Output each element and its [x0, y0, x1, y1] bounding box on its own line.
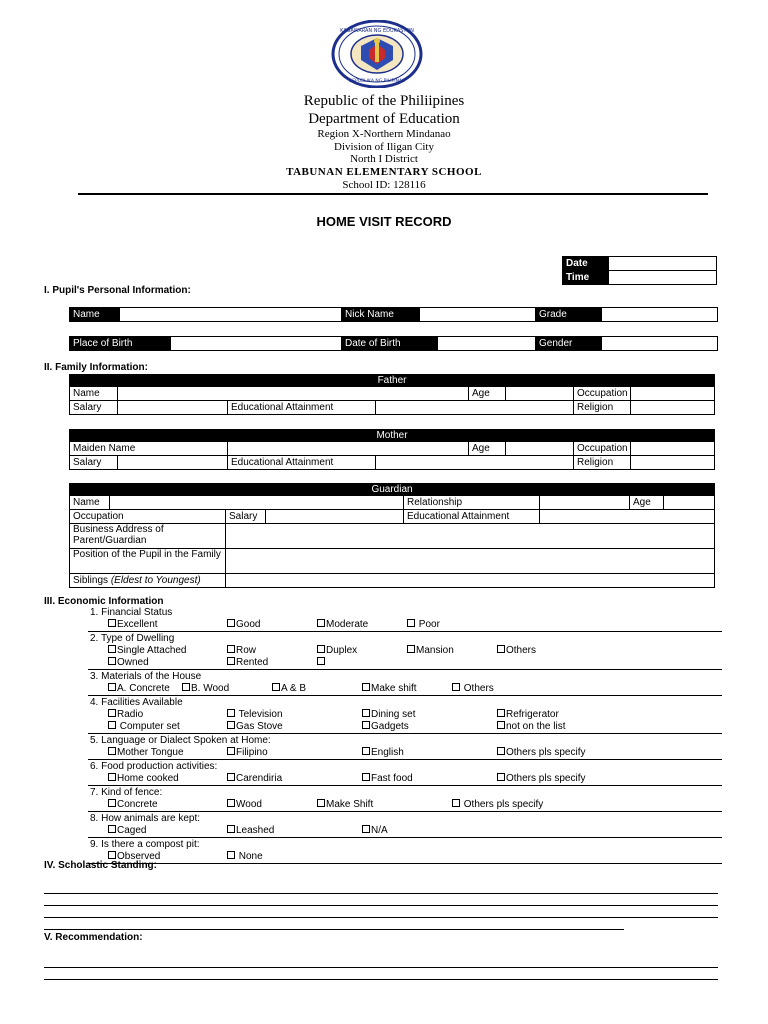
- divider: [88, 863, 722, 864]
- mother-edu-label: Educational Attainment: [228, 456, 376, 470]
- gender-label: Gender: [536, 337, 602, 351]
- deped-seal: [331, 20, 423, 88]
- divider: [88, 837, 722, 838]
- q6-label: 6. Food production activities:: [90, 761, 218, 772]
- checkbox-icon: [452, 799, 460, 807]
- checkbox-icon: [227, 645, 235, 653]
- guardian-age-field[interactable]: [664, 496, 715, 510]
- siblings-label: [70, 574, 226, 588]
- q5-label: 5. Language or Dialect Spoken at Home:: [90, 735, 271, 746]
- q7-label: 7. Kind of fence:: [90, 787, 163, 798]
- divider: [88, 811, 722, 812]
- section-family-heading: II. Family Information:: [44, 362, 148, 373]
- q1-opt-4[interactable]: Poor: [407, 619, 440, 631]
- q7-opt-2[interactable]: Wood: [227, 799, 262, 811]
- checkbox-icon: [497, 721, 505, 729]
- q5-options: [88, 747, 722, 759]
- divider: [88, 695, 722, 696]
- checkbox-icon: [227, 709, 235, 717]
- q4-options-1: [88, 709, 722, 721]
- mother-occupation-field[interactable]: [631, 442, 715, 456]
- header-republic: Republic of the Philiipines: [303, 93, 465, 109]
- q7-options: [88, 799, 722, 811]
- q5-opt-2[interactable]: Filipino: [227, 747, 268, 759]
- time-field[interactable]: [609, 271, 717, 285]
- header-department: Department of Education: [308, 111, 460, 127]
- time-label: Time: [563, 271, 609, 285]
- birthplace-field[interactable]: [171, 337, 342, 351]
- pupil-name-row: [69, 307, 718, 322]
- section-recommendation-heading: V. Recommendation:: [44, 932, 143, 943]
- guardian-table: [69, 483, 715, 588]
- siblings-field[interactable]: [226, 574, 715, 588]
- checkbox-icon: [497, 747, 505, 755]
- checkbox-icon: [227, 799, 235, 807]
- mother-table: [69, 429, 715, 470]
- father-name-field[interactable]: [118, 387, 469, 401]
- checkbox-icon: [108, 799, 116, 807]
- scholastic-line-1[interactable]: [44, 893, 718, 894]
- pupil-birth-row: [69, 336, 718, 351]
- q9-opt-1[interactable]: Observed: [108, 851, 160, 863]
- checkbox-icon: [362, 683, 370, 691]
- mother-name-label: Maiden Name: [70, 442, 228, 456]
- section-economic-heading: III. Economic Information: [44, 596, 164, 607]
- checkbox-icon: [108, 683, 116, 691]
- father-salary-label: Salary: [70, 401, 118, 415]
- name-label: Name: [70, 308, 120, 322]
- divider: [88, 631, 722, 632]
- q3-opt-5[interactable]: Others: [452, 683, 494, 695]
- checkbox-icon: [317, 657, 325, 665]
- header-school-id: School ID: 128116: [342, 179, 426, 191]
- q4-opt-4[interactable]: Refrigerator: [497, 709, 559, 721]
- q4-opt-1[interactable]: Radio: [108, 709, 143, 721]
- q5-opt-1[interactable]: Mother Tongue: [108, 747, 184, 759]
- q1-opt-1[interactable]: Excellent: [108, 619, 158, 631]
- recommendation-line-1[interactable]: [44, 967, 718, 968]
- q4-options-2: [88, 721, 722, 733]
- q2-label: 2. Type of Dwelling: [90, 633, 175, 644]
- q4-opt-3[interactable]: Dining set: [362, 709, 415, 721]
- checkbox-icon: [108, 747, 116, 755]
- nickname-label: Nick Name: [342, 308, 420, 322]
- q9-opt-2[interactable]: None: [227, 851, 263, 863]
- guardian-name-label: Name: [70, 496, 110, 510]
- father-religion-label: Religion: [574, 401, 631, 415]
- mother-age-label: Age: [469, 442, 506, 456]
- q8-label: 8. How animals are kept:: [90, 813, 201, 824]
- scholastic-line-2[interactable]: [44, 905, 718, 906]
- q3-opt-4[interactable]: Make shift: [362, 683, 417, 695]
- q3-opt-3[interactable]: A & B: [272, 683, 306, 695]
- father-occupation-field[interactable]: [631, 387, 715, 401]
- father-age-label: Age: [469, 387, 506, 401]
- mother-edu-field[interactable]: [376, 456, 574, 470]
- checkbox-icon: [407, 645, 415, 653]
- q4-opt-2[interactable]: Television: [227, 709, 283, 721]
- divider: [88, 785, 722, 786]
- form-title: HOME VISIT RECORD: [316, 214, 452, 229]
- checkbox-icon: [227, 825, 235, 833]
- guardian-edu-field[interactable]: [540, 510, 715, 524]
- q7-opt-4[interactable]: Others pls specify: [452, 799, 543, 811]
- checkbox-icon: [108, 825, 116, 833]
- father-occupation-label: Occupation: [574, 387, 631, 401]
- q2-opt-2[interactable]: Row: [227, 645, 256, 657]
- q1-options: [88, 619, 722, 631]
- mother-occupation-label: Occupation: [574, 442, 631, 456]
- q2-options-1: [88, 645, 722, 657]
- grade-field[interactable]: [602, 308, 718, 322]
- mother-religion-field[interactable]: [631, 456, 715, 470]
- grade-label: Grade: [536, 308, 602, 322]
- father-edu-field[interactable]: [376, 401, 574, 415]
- q2-opt-1[interactable]: Single Attached: [108, 645, 187, 657]
- divider: [88, 733, 722, 734]
- q4-opt-7[interactable]: Gadgets: [362, 721, 409, 733]
- q8-opt-3[interactable]: N/A: [362, 825, 388, 837]
- mother-name-field[interactable]: [228, 442, 469, 456]
- siblings-note: (Eldest to Youngest): [110, 574, 201, 586]
- header-district: North I District: [350, 153, 418, 165]
- mother-age-field[interactable]: [506, 442, 574, 456]
- q6-opt-4[interactable]: Others pls specify: [497, 773, 585, 785]
- checkbox-icon: [317, 619, 325, 627]
- checkbox-icon: [108, 721, 116, 729]
- mother-band: Mother: [70, 430, 715, 442]
- checkbox-icon: [362, 825, 370, 833]
- checkbox-icon: [317, 645, 325, 653]
- header-school: TABUNAN ELEMENTARY SCHOOL: [286, 166, 482, 178]
- checkbox-icon: [362, 773, 370, 781]
- q3-label: 3. Materials of the House: [90, 671, 202, 682]
- q1-label: 1. Financial Status: [90, 607, 173, 618]
- name-field[interactable]: [120, 308, 342, 322]
- checkbox-icon: [108, 709, 116, 717]
- guardian-relationship-label: Relationship: [404, 496, 540, 510]
- guardian-age-label: Age: [630, 496, 664, 510]
- q2-opt-owned[interactable]: Owned: [108, 657, 149, 669]
- divider: [88, 669, 722, 670]
- q3-options: [88, 683, 722, 695]
- letterhead: [184, 93, 584, 191]
- checkbox-icon: [497, 709, 505, 717]
- svg-text:REPUBLIKA NG PILIPINAS: REPUBLIKA NG PILIPINAS: [349, 79, 405, 84]
- header-divider: [78, 193, 708, 195]
- scholastic-line-4[interactable]: [44, 929, 624, 930]
- q2-opt-rented[interactable]: Rented: [227, 657, 268, 669]
- mother-salary-label: Salary: [70, 456, 118, 470]
- section-personal-heading: I. Pupil's Personal Information:: [44, 285, 191, 296]
- guardian-business-label: Business Address of Parent/Guardian: [70, 524, 226, 549]
- checkbox-icon: [362, 721, 370, 729]
- q6-opt-1[interactable]: Home cooked: [108, 773, 179, 785]
- checkbox-icon: [108, 851, 116, 859]
- checkbox-icon: [362, 709, 370, 717]
- checkbox-icon: [227, 747, 235, 755]
- svg-text:KAGAWARAN NG EDUKASYON: KAGAWARAN NG EDUKASYON: [340, 28, 414, 34]
- date-field[interactable]: [609, 257, 717, 271]
- guardian-business-field[interactable]: [226, 524, 715, 549]
- mother-salary-field[interactable]: [118, 456, 228, 470]
- q2-opt-blank[interactable]: [317, 657, 326, 669]
- father-band: Father: [70, 375, 715, 387]
- divider: [88, 759, 722, 760]
- checkbox-icon: [227, 721, 235, 729]
- q2-opt-4[interactable]: Mansion: [407, 645, 454, 657]
- checkbox-icon: [272, 683, 280, 691]
- q2-options-2: [88, 657, 722, 669]
- q6-options: [88, 773, 722, 785]
- economic-list: [88, 607, 722, 865]
- q3-opt-2[interactable]: B. Wood: [182, 683, 229, 695]
- header-region: Region X-Northern Mindanao: [317, 128, 451, 140]
- checkbox-icon: [452, 683, 460, 691]
- pupil-position-field[interactable]: [226, 549, 715, 574]
- checkbox-icon: [497, 773, 505, 781]
- mother-religion-label: Religion: [574, 456, 631, 470]
- siblings-text: Siblings: [73, 574, 109, 586]
- guardian-salary-label: Salary: [226, 510, 266, 524]
- checkbox-icon: [317, 799, 325, 807]
- q4-opt-8[interactable]: not on the list: [497, 721, 565, 733]
- q6-opt-2[interactable]: Carendiria: [227, 773, 282, 785]
- header-division: Division of Iligan City: [334, 141, 434, 153]
- q8-opt-1[interactable]: Caged: [108, 825, 146, 837]
- q7-opt-3[interactable]: Make Shift: [317, 799, 373, 811]
- recommendation-line-2[interactable]: [44, 979, 718, 980]
- birthplace-label: Place of Birth: [70, 337, 171, 351]
- guardian-edu-label: Educational Attainment: [404, 510, 540, 524]
- q5-opt-3[interactable]: English: [362, 747, 404, 759]
- q4-label: 4. Facilities Available: [90, 697, 183, 708]
- q2-opt-5[interactable]: Others: [497, 645, 536, 657]
- birthdate-label: Date of Birth: [342, 337, 438, 351]
- checkbox-icon: [108, 619, 116, 627]
- checkbox-icon: [182, 683, 190, 691]
- q2-opt-3[interactable]: Duplex: [317, 645, 357, 657]
- guardian-salary-field[interactable]: [266, 510, 404, 524]
- father-table: [69, 374, 715, 415]
- q7-opt-1[interactable]: Concrete: [108, 799, 158, 811]
- q5-opt-4[interactable]: Others pls specify: [497, 747, 585, 759]
- checkbox-icon: [108, 773, 116, 781]
- checkbox-icon: [227, 851, 235, 859]
- father-name-label: Name: [70, 387, 118, 401]
- pupil-position-label: Position of the Pupil in the Family: [70, 549, 226, 574]
- q4-opt-6[interactable]: Gas Stove: [227, 721, 283, 733]
- guardian-band: Guardian: [70, 484, 715, 496]
- birthdate-field[interactable]: [438, 337, 536, 351]
- q6-opt-3[interactable]: Fast food: [362, 773, 413, 785]
- father-edu-label: Educational Attainment: [228, 401, 376, 415]
- q9-label: 9. Is there a compost pit:: [90, 839, 200, 850]
- q1-opt-3[interactable]: Moderate: [317, 619, 368, 631]
- q1-opt-2[interactable]: Good: [227, 619, 260, 631]
- checkbox-icon: [227, 619, 235, 627]
- guardian-name-field[interactable]: [110, 496, 404, 510]
- checkbox-icon: [108, 645, 116, 653]
- q4-opt-5[interactable]: Computer set: [108, 721, 180, 733]
- guardian-occupation-label: Occupation: [70, 510, 226, 524]
- checkbox-icon: [407, 619, 415, 627]
- father-religion-field[interactable]: [631, 401, 715, 415]
- checkbox-icon: [362, 747, 370, 755]
- gender-field[interactable]: [602, 337, 718, 351]
- guardian-relationship-field[interactable]: [540, 496, 630, 510]
- q9-options: [88, 851, 722, 863]
- checkbox-icon: [108, 657, 116, 665]
- q3-opt-1[interactable]: A. Concrete: [108, 683, 170, 695]
- father-salary-field[interactable]: [118, 401, 228, 415]
- checkbox-icon: [227, 657, 235, 665]
- q8-options: [88, 825, 722, 837]
- scholastic-line-3[interactable]: [44, 917, 718, 918]
- checkbox-icon: [227, 773, 235, 781]
- checkbox-icon: [497, 645, 505, 653]
- nickname-field[interactable]: [420, 308, 536, 322]
- father-age-field[interactable]: [506, 387, 574, 401]
- date-label: Date: [563, 257, 609, 271]
- section-scholastic-heading: IV. Scholastic Standing:: [44, 860, 157, 871]
- q8-opt-2[interactable]: Leashed: [227, 825, 274, 837]
- visit-date-time-table: [562, 256, 717, 285]
